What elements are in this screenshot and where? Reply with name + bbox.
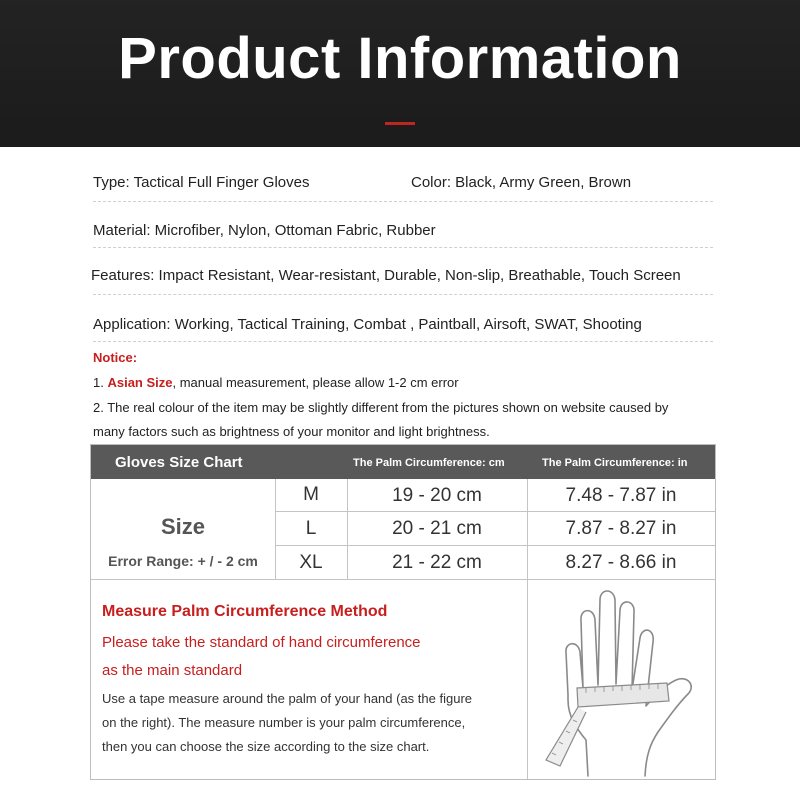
in-cell-m: 7.48 - 7.87 in xyxy=(565,485,677,506)
spec-type: Type: Tactical Full Finger Gloves xyxy=(93,174,310,191)
method-text-line-3: then you can choose the size according to the size chart. xyxy=(102,739,430,754)
notice-line-1-rest: , manual measurement, please allow 1-2 cm error xyxy=(172,375,459,390)
size-label: Size xyxy=(160,514,206,539)
divider xyxy=(93,341,713,342)
row-divider xyxy=(275,511,715,512)
size-chart-table xyxy=(90,444,716,780)
notice-asian-size: Asian Size xyxy=(107,375,173,390)
spec-application: Application: Working, Tactical Training, Combat , Paintball, Airsoft, SWAT, Shooting xyxy=(93,316,642,333)
row-divider xyxy=(275,545,715,546)
method-red-line-1: Please take the standard of hand circumference xyxy=(102,634,421,651)
in-cell-l: 7.87 - 8.27 in xyxy=(565,518,677,539)
notice-line-3: many factors such as brightness of your monitor and light brightness. xyxy=(93,424,490,439)
size-chart-header xyxy=(91,445,715,479)
error-range-label: Error Range: + / - 2 cm xyxy=(108,553,258,569)
size-cell-m: M xyxy=(303,484,319,505)
cm-cell-m: 19 - 20 cm xyxy=(392,485,482,506)
header-banner xyxy=(0,0,800,147)
size-cell-xl: XL xyxy=(299,552,323,573)
method-text-line-2: on the right). The measure number is your palm circumference, xyxy=(102,715,466,730)
cm-cell-l: 20 - 21 cm xyxy=(392,518,482,539)
spec-material: Material: Microfiber, Nylon, Ottoman Fabric, Rubber xyxy=(93,222,436,239)
notice-title: Notice: xyxy=(93,350,138,365)
divider xyxy=(93,201,713,202)
column-header-cm: The Palm Circumference: cm xyxy=(353,457,505,469)
method-red-line-2: as the main standard xyxy=(102,662,243,679)
size-cell-l: L xyxy=(305,518,317,539)
in-cell-xl: 8.27 - 8.66 in xyxy=(565,552,677,573)
column-header-in: The Palm Circumference: in xyxy=(542,457,688,469)
page-title: Product Information xyxy=(118,26,682,91)
divider xyxy=(93,247,713,248)
notice-line-2: 2. The real colour of the item may be slightly different from the pictures shown on website caused by xyxy=(93,400,669,415)
divider xyxy=(93,294,713,295)
spec-features: Features: Impact Resistant, Wear-resistant, Durable, Non-slip, Breathable, Touch Screen xyxy=(91,267,681,284)
notice-line-1-prefix: 1. xyxy=(93,375,108,390)
title-accent-line xyxy=(385,122,415,125)
method-title: Measure Palm Circumference Method xyxy=(102,603,388,620)
spec-color: Color: Black, Army Green, Brown xyxy=(411,174,632,191)
cm-cell-xl: 21 - 22 cm xyxy=(392,552,482,573)
method-text-line-1: Use a tape measure around the palm of your hand (as the figure xyxy=(102,691,472,706)
size-chart-title: Gloves Size Chart xyxy=(115,454,243,471)
notice-line-1 xyxy=(93,375,459,390)
hand-measure-illustration xyxy=(528,580,715,780)
